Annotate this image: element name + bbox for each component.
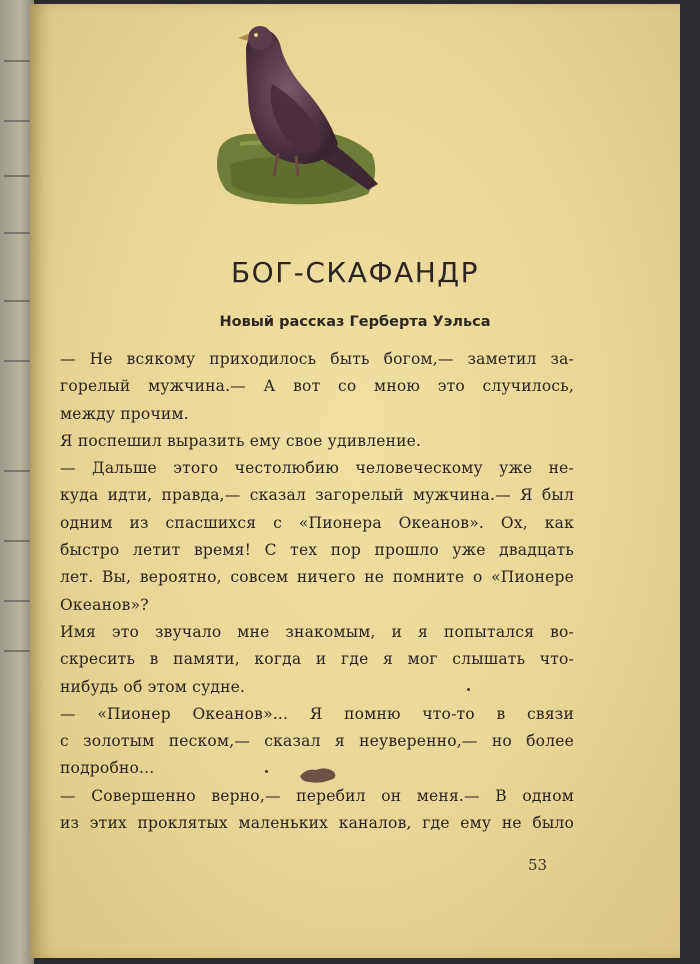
text-line: горелый мужчина.— А вот со мною это случилось, — [60, 377, 574, 396]
text-line: подробно... — [60, 759, 155, 778]
text-line: Океанов»? — [60, 595, 149, 614]
text-line: нибудь об этом судне. — [60, 677, 246, 696]
bird-on-rock-icon — [200, 4, 400, 214]
text-line: с золотым песком,— сказал я неуверенно,— но более — [60, 732, 574, 751]
text-line: быстро летит время! С тех пор прошло уже двадцать — [60, 541, 574, 560]
page-number: 53 — [528, 856, 548, 874]
article-title: БОГ-СКАФАНДР — [230, 256, 480, 289]
text-line: из этих проклятых маленьких каналов, где ему не было — [60, 814, 574, 833]
text-line: — Не всякому приходилось быть богом,— заметил за- — [60, 350, 574, 368]
ink-speck — [265, 770, 268, 773]
ink-stain — [296, 764, 340, 786]
text-line: — Дальше этого честолюбию человеческому уже не- — [60, 459, 574, 478]
text-line: куда идти, правда,— сказал загорелый мужчина.— Я был — [60, 486, 574, 505]
text-line: — Совершенно верно,— перебил он меня.— В одном — [60, 786, 574, 805]
text-line: — «Пионер Океанов»... Я помню что-то в связи — [60, 704, 574, 723]
text-line: скресить в памяти, когда и где я мог слышать что- — [60, 650, 574, 669]
text-line: одним из спасшихся с «Пионера Океанов». Ох, как — [60, 513, 574, 532]
text-line: лет. Вы, вероятно, совсем ничего не помните о «Пионере — [60, 568, 574, 587]
text-line: Я поспешил выразить ему свое удивление. — [60, 431, 422, 450]
left-page-edge — [0, 0, 34, 964]
ink-speck — [467, 688, 470, 691]
background-edge — [680, 0, 700, 964]
text-line: Имя это звучало мне знакомым, и я попытался во- — [60, 622, 574, 641]
article-subtitle: Новый рассказ Герберта Уэльса — [219, 314, 491, 330]
text-line: между прочим. — [60, 404, 189, 423]
